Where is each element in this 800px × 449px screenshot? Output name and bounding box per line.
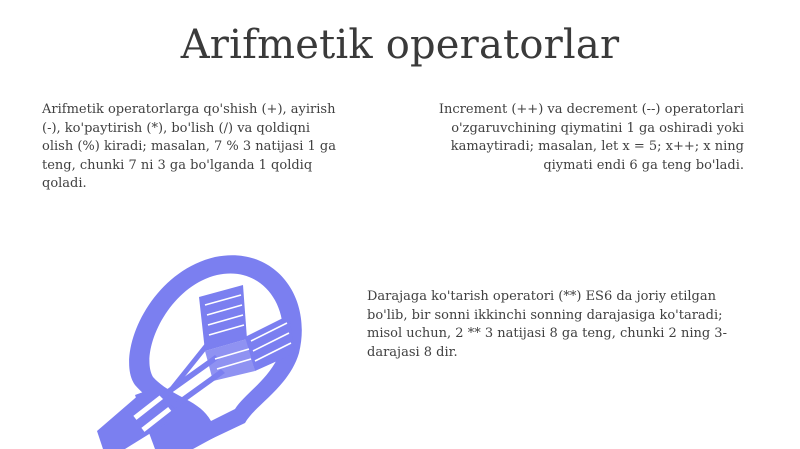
lightbulb-with-book-icon bbox=[95, 245, 325, 449]
increment-paragraph: Increment (++) va decrement (--) operatorlari o'zgaruvchining qiymatini 1 ga oshiradi yoki kamaytiradi; masalan, let x = 5; x++; x ning qiymati endi 6 ga teng bo'ladi. bbox=[438, 102, 744, 173]
page-title: Arifmetik operatorlar bbox=[180, 22, 620, 68]
arithmetic-paragraph: Arifmetik operatorlarga qo'shish (+), ayirish (-), ko'paytirish (*), bo'lish (/) va qoldiqni olish (%) kiradi; masalan, 7 % 3 natijasi 1 ga teng, chunki 7 ni 3 ga bo'lganda 1 qoldiq qoladi. bbox=[42, 102, 336, 191]
exponent-paragraph: Darajaga ko'tarish operatori (**) ES6 da joriy etilgan bo'lib, bir sonni ikkinchi sonning darajasiga ko'taradi; misol uchun, 2 ** 3 natijasi 8 ga teng, chunki 2 ning 3-darajasi 8 dir. bbox=[367, 289, 727, 360]
